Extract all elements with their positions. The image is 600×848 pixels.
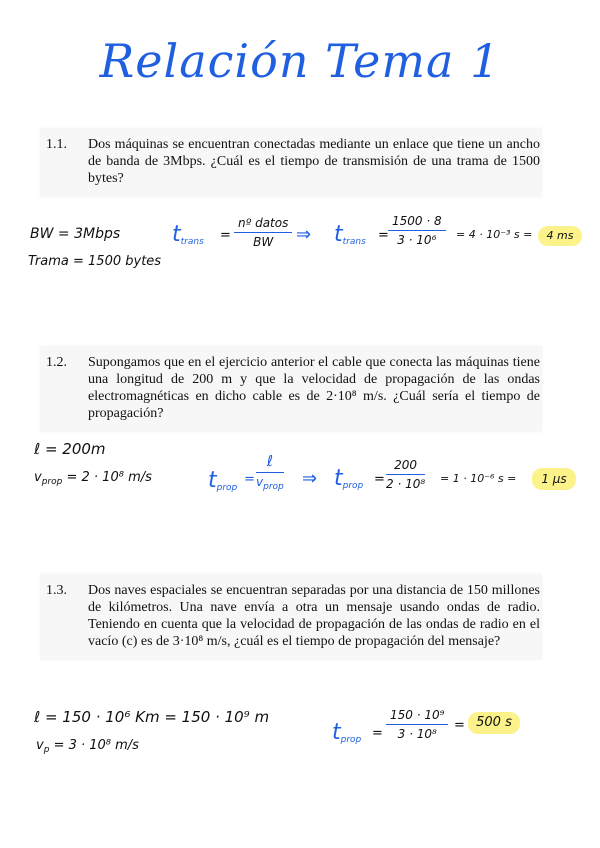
question-number: 1.1. <box>46 137 67 152</box>
equals-sign: = <box>454 718 465 733</box>
given-frame: Trama = 1500 bytes <box>28 254 162 269</box>
question-1-2 <box>40 346 542 432</box>
question-1-1 <box>40 128 542 197</box>
t-prop-symbol: $t_{prop}$ <box>208 468 238 493</box>
t-prop-symbol-2: $t_{prop}$ <box>334 466 364 491</box>
answer-highlight: 4 ms <box>538 226 582 246</box>
question-text: Dos máquinas se encuentran conectadas mediante un enlace que tiene un ancho de banda de 3Mbps. ¿Cuál es el tiempo de transmisión de una trama de 1500 bytes? <box>88 137 540 186</box>
equals-sign: = <box>372 726 383 741</box>
given-bandwidth: BW = 3Mbps <box>30 226 121 242</box>
page-title: Relación Tema 1 <box>99 34 501 88</box>
question-text: Dos naves espaciales se encuentran separadas por una distancia de 150 millones de kilómetros. Una nave envía a otra un mensaje usando ondas de radio. Teniendo en cuenta que la velocidad de propagación de las ondas de radio en el vacío (c) es de 3·10⁸ m/s, ¿cuál es el tiempo de propagación del mensaje? <box>88 583 540 649</box>
fraction-datos-bw: nº datos BW <box>234 216 292 249</box>
given-length: ℓ = 200m <box>34 440 106 458</box>
equals-sign: = <box>220 228 231 243</box>
intermediate-result: = 1 · 10⁻⁶ s = <box>440 472 517 485</box>
equals-sign: = <box>244 472 255 487</box>
fraction-1500-8: $\frac{1500 \cdot 8}{\text{3 · 10⁶}}$ <box>388 214 446 247</box>
implies-arrow: ⇒ <box>302 468 318 489</box>
t-prop-symbol: $t_{prop}$ <box>332 720 362 745</box>
question-1-3 <box>40 574 542 660</box>
fraction-l-vprop: ℓ $v_{prop}$ <box>256 452 284 492</box>
equals-sign: = <box>374 472 385 487</box>
given-velocity: $v_{prop} = 2 \cdot 10^8$ m/s <box>34 470 152 487</box>
given-velocity: $v_p = 3 \cdot 10^8$ m/s <box>36 738 139 755</box>
t-trans-symbol: $t_{trans}$ <box>172 222 204 247</box>
given-distance: ℓ = 150 · 10⁶ Km = 150 · 10⁹ m <box>34 708 270 726</box>
equals-sign: = <box>378 228 389 243</box>
intermediate-result: = 4 · 10⁻³ s = <box>456 228 533 241</box>
implies-arrow: ⇒ <box>296 224 312 245</box>
answer-highlight: 500 s <box>468 712 520 734</box>
fraction-150e9: $\frac{\text{150 · 10⁹}}{\text{3 · 10⁸}}$ <box>386 708 448 741</box>
question-text: Supongamos que en el ejercicio anterior el cable que conecta las máquinas tiene una longitud de 200 m y que la velocidad de propagación de las ondas electromagnéticas en dicho cable es de 2·10⁸ m/s. ¿Cuál sería el tiempo de propagación? <box>88 355 540 421</box>
question-number: 1.2. <box>46 355 67 370</box>
fraction-200: $\frac{200}{\text{2 · 10⁸}}$ <box>386 458 426 491</box>
answer-highlight: 1 µs <box>532 468 576 490</box>
t-trans-symbol-2: $t_{trans}$ <box>334 222 366 247</box>
question-number: 1.3. <box>46 583 67 598</box>
